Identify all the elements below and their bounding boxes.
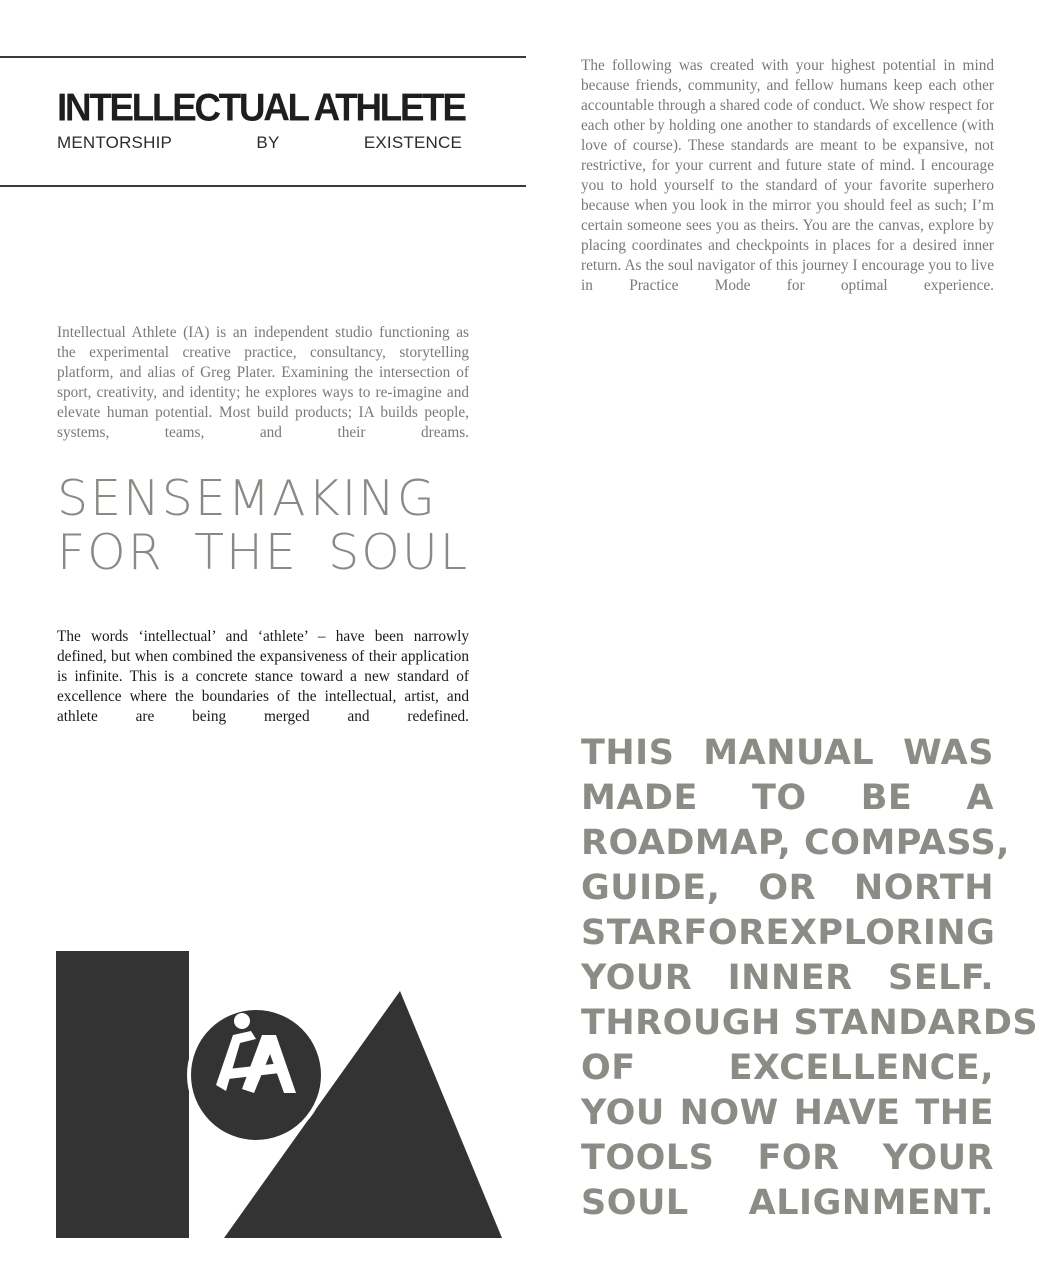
manual-word: STAR (581, 913, 684, 953)
manual-word: SELF. (888, 958, 994, 998)
manual-line (581, 1046, 994, 1091)
brand-subtitle-word: EXISTENCE (363, 133, 462, 152)
manual-line (581, 731, 994, 776)
manual-word: GUIDE, (581, 868, 721, 908)
sensemaking-word: FOR (57, 524, 164, 581)
sensemaking-line (57, 526, 469, 580)
ia-logo (56, 951, 502, 1238)
manual-word: ALIGNMENT. (748, 1183, 994, 1223)
manual-word: EXPLORING (765, 913, 996, 953)
sensemaking-heading (57, 472, 469, 580)
manual-word: THE (915, 1093, 994, 1133)
brand-block (57, 85, 465, 153)
manual-word: MANUAL (703, 733, 875, 773)
manual-word: TO (751, 778, 807, 818)
sensemaking-line (57, 472, 469, 526)
words-definition-paragraph: The words ‘intellectual’ and ‘athlete’ – have been narrowly defined, but when combined the expansiveness of their application is infinite. This is a concrete stance toward a new standard of excellence where the boundaries of the intellectual, artist, and athlete are being merged and redefined. (57, 628, 469, 725)
manual-word: YOUR (581, 958, 693, 998)
manual-word: SOUL (581, 1183, 689, 1223)
brand-subtitle-word: MENTORSHIP (57, 133, 173, 152)
manual-line (581, 1001, 1039, 1046)
manual-word: NOW (679, 1093, 779, 1133)
manual-line (581, 956, 994, 1001)
brand-title: INTELLECTUAL ATHLETE (57, 85, 465, 129)
manual-word: HAVE (793, 1093, 901, 1133)
manual-line (581, 866, 994, 911)
manual-word: WAS (903, 733, 994, 773)
manual-word: MADE (581, 778, 698, 818)
sensemaking-word: SENSEMAKING (57, 470, 437, 527)
manual-word: YOUR (882, 1138, 994, 1178)
manual-line (581, 1181, 994, 1226)
manual-line (581, 1136, 994, 1181)
manual-word: OR (758, 868, 817, 908)
brand-subtitle-word: BY (256, 133, 280, 152)
manual-word: INNER (727, 958, 853, 998)
manual-word: THROUGH STANDARDS (581, 1003, 1039, 1043)
manual-word: NORTH (853, 868, 994, 908)
manual-line (581, 911, 994, 956)
manual-word: OF (581, 1048, 636, 1088)
manual-word: THIS (581, 733, 675, 773)
studio-description-paragraph: Intellectual Athlete (IA) is an independent studio functioning as the experimental creative practice, consultancy, storytelling platform, and alias of Greg Plater. Examining the intersection of sport, creativity, and identity; he explores ways to re-imagine and elevate human potential. Most build products; IA builds people, systems, teams, and their dreams. (57, 324, 469, 441)
manual-word: YOU (581, 1093, 665, 1133)
manual-word: ROADMAP, COMPASS, (581, 823, 1010, 863)
manual-word: FOR (683, 913, 766, 953)
logo-bar-shape (56, 951, 189, 1238)
manual-word: FOR (757, 1138, 840, 1178)
manual-word: BE (860, 778, 913, 818)
brand-subtitle (57, 133, 462, 153)
manual-word: EXCELLENCE, (728, 1048, 994, 1088)
header-rule-top (0, 56, 526, 58)
header-rule-bottom (0, 185, 526, 187)
sensemaking-word: THE (194, 524, 298, 581)
manual-line (581, 821, 1010, 866)
manual-word: TOOLS (581, 1138, 715, 1178)
manual-line (581, 776, 994, 821)
intro-commitment-paragraph: The following was created with your highest potential in mind because friends, community, and fellow humans keep each other accountable through a shared code of conduct. We show respect for each other by holding one another to standards of excellence (with love of course). These standards are meant to be expansive, not restrictive, for your current and future state of mind. I encourage you to hold yourself to the standard of your favorite superhero because when you look in the mirror you should feel as such; I’m certain someone sees you as theirs. You are the canvas, explore by placing coordinates and checkpoints in places for a desired inner return. As the soul navigator of this journey I encourage you to live in Practice Mode for optimal experience. (581, 57, 994, 294)
manual-word: A (966, 778, 994, 818)
manual-line (581, 1091, 994, 1136)
manual-statement (581, 731, 1039, 1226)
sensemaking-word: SOUL (328, 524, 469, 581)
